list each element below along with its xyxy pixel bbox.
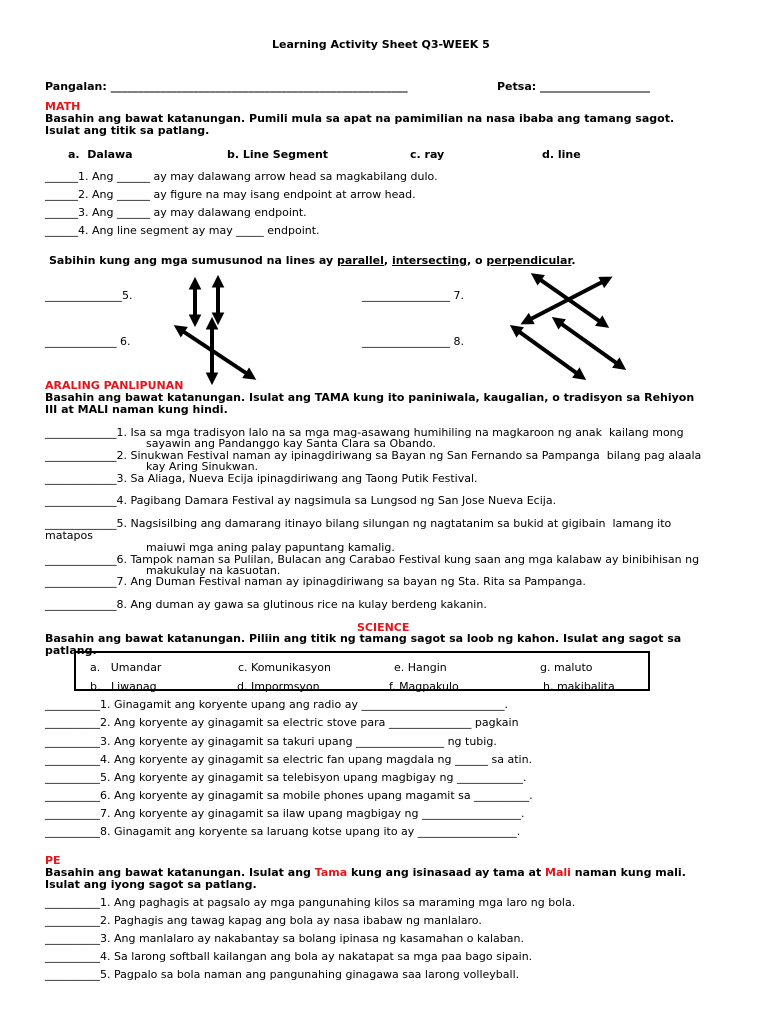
word-intersecting: intersecting: [391, 254, 467, 267]
lines-instruction-pre: Sabihin kung ang mga sumusunod na lines ay: [49, 254, 337, 267]
math-item-1: ______1. Ang ______ ay may dalawang arrow head sa magkabilang dulo.: [45, 170, 438, 183]
pe-instruction-2: Isulat ang iyong sagot sa patlang.: [45, 878, 257, 891]
science-item-8: __________8. Ginagamit ang koryente sa laruang kotse upang ito ay __________________.: [45, 825, 521, 838]
blank-8: ________________ 8.: [362, 335, 464, 348]
math-choice-d: d. line: [542, 148, 581, 161]
math-choice-c: c. ray: [410, 148, 445, 161]
diagonal-parallel-arrow-2: [556, 320, 622, 367]
pe-word-mali: Mali: [545, 866, 571, 879]
ap-item-2-cont: kay Aring Sinukwan.: [146, 460, 259, 473]
lines-instruction-post: .: [571, 254, 576, 267]
science-item-1: __________1. Ginagamit ang koryente upang ang radio ay __________________________.: [45, 698, 508, 711]
science-choice-c: c. Komunikasyon: [238, 661, 332, 674]
science-choice-d: d. Impormsyon: [237, 680, 320, 693]
ap-heading: ARALING PANLIPUNAN: [45, 379, 184, 392]
pe-item-1: __________1. Ang paghagis at pagsalo ay mga pangunahing kilos sa maraming mga laro ng bola.: [45, 896, 576, 909]
science-item-6: __________6. Ang koryente ay ginagamit sa mobile phones upang magamit sa __________.: [45, 789, 533, 802]
science-heading: SCIENCE: [357, 621, 410, 634]
pe-item-3: __________3. Ang manlalaro ay nakabantay sa bolang ipinasa ng kasamahan o kalaban.: [45, 932, 524, 945]
ap-instruction-1: Basahin ang bawat katanungan. Isulat ang TAMA kung ito paniniwala, kaugalian, o tradisyon sa Rehiyon: [45, 391, 695, 404]
word-perpendicular: perpendicular: [486, 254, 572, 267]
science-choice-b: b. Liwanag: [90, 680, 157, 693]
blank-6: _____________ 6.: [45, 335, 131, 348]
science-item-7: __________7. Ang koryente ay ginagamit sa ilaw upang magbigay ng __________________.: [45, 807, 525, 820]
ap-item-3: _____________3. Sa Aliaga, Nueva Ecija ipinagdiriwang ang Taong Putik Festival.: [45, 472, 478, 485]
pe-word-tama: Tama: [314, 866, 348, 879]
math-choice-b: b. Line Segment: [227, 148, 329, 161]
science-item-3: __________3. Ang koryente ay ginagamit sa takuri upang ________________ ng tubig.: [45, 735, 497, 748]
pe-item-4: __________4. Sa larong softball kailangan ang bola ay nakatapat sa mga paa bago sipain.: [45, 950, 533, 963]
lines-sep-1: ,: [383, 254, 392, 267]
science-choice-g: g. maluto: [540, 661, 593, 674]
pe-instruction-c: naman kung mali.: [570, 866, 686, 879]
ap-item-2: _____________2. Sinukwan Festival naman ay ipinagdiriwang sa Bayan ng San Fernando sa Pampanga bilang pag alaala: [45, 449, 702, 462]
pe-item-5: __________5. Pagpalo sa bola naman ang pangunahing ginagawa saa larong volleyball.: [45, 968, 520, 981]
ap-item-5-cont-a: matapos: [45, 529, 93, 542]
science-instruction-1: Basahin ang bawat katanungan. Piliin ang titik ng tamang sagot sa loob ng kahon. Isulat ang sagot sa: [45, 632, 682, 645]
date-field-line: Petsa: ____________________: [497, 80, 650, 93]
science-item-2: __________2. Ang koryente ay ginagamit sa electric stove para _______________ pagkain: [45, 716, 519, 729]
ap-item-8: _____________8. Ang duman ay gawa sa glutinous rice na kulay berdeng kakanin.: [45, 598, 487, 611]
perpendicular-arrow-2: [525, 279, 608, 322]
math-instruction-1: Basahin ang bawat katanungan. Pumili mula sa apat na pamimilian na nasa ibaba ang tamang sagot.: [45, 112, 675, 125]
math-item-2: ______2. Ang ______ ay figure na may isang endpoint at arrow head.: [45, 188, 416, 201]
math-heading: MATH: [45, 100, 81, 113]
science-instruction-2: patlang.: [45, 644, 97, 657]
blank-5: ______________5.: [45, 289, 133, 302]
math-item-3: ______3. Ang ______ ay may dalawang endpoint.: [45, 206, 307, 219]
ap-item-6: _____________6. Tampok naman sa Pulilan, Bulacan ang Carabao Festival kung saan ang mga kalabaw ay binibihisan ng: [45, 553, 700, 566]
ap-item-6-cont: makukulay na kasuotan.: [146, 564, 281, 577]
lines-sep-2: , o: [466, 254, 487, 267]
science-choice-h: h. makibalita: [543, 680, 615, 693]
science-item-4: __________4. Ang koryente ay ginagamit sa electric fan upang magdala ng ______ sa atin.: [45, 753, 533, 766]
pe-item-2: __________2. Paghagis ang tawag kapag ang bola ay nasa ibabaw ng manlalaro.: [45, 914, 482, 927]
ap-item-5: _____________5. Nagsisilbing ang damarang itinayo bilang silungan ng nagtatanim sa bukid at gigibain lamang ito: [45, 517, 672, 530]
science-choice-e: e. Hangin: [394, 661, 447, 674]
ap-item-1: _____________1. Isa sa mga tradisyon lalo na sa mga mag-asawang humihiling na magkaroon ng anak kailang mong: [45, 426, 684, 439]
science-choice-a: a. Umandar: [90, 661, 162, 674]
pe-instruction-a: Basahin ang bawat katanungan. Isulat ang: [45, 866, 315, 879]
diagonal-parallel-arrow-1: [514, 328, 582, 377]
pe-instruction-b: kung ang isinasaad ay tama at: [347, 866, 546, 879]
pe-heading: PE: [45, 854, 61, 867]
ap-item-5-cont-b: maiuwi mga aning palay papuntang kamalig.: [146, 541, 395, 554]
math-instruction-2: Isulat ang titik sa patlang.: [45, 124, 210, 137]
science-choice-f: f. Magpakulo: [389, 680, 459, 693]
ap-item-4: _____________4. Pagibang Damara Festival ay nagsimula sa Lungsod ng San Jose Nueva Ecija.: [45, 494, 557, 507]
ap-item-1-cont: sayawin ang Pandanggo kay Santa Clara sa Obando.: [146, 437, 436, 450]
name-field-line: Pangalan: ______________________________________________________: [45, 80, 408, 93]
ap-instruction-2: III at MALI naman kung hindi.: [45, 403, 228, 416]
page-title: Learning Activity Sheet Q3-WEEK 5: [272, 38, 490, 51]
math-choice-a: a. Dalawa: [68, 148, 133, 161]
blank-7: ________________ 7.: [362, 289, 464, 302]
intersecting-arrow-diagonal: [178, 328, 252, 377]
word-parallel: parallel: [337, 254, 384, 267]
ap-item-7: _____________7. Ang Duman Festival naman ay ipinagdiriwang sa bayan ng Sta. Rita sa Pampanga.: [45, 575, 586, 588]
science-item-5: __________5. Ang koryente ay ginagamit sa telebisyon upang magbigay ng ____________.: [45, 771, 527, 784]
math-item-4: ______4. Ang line segment ay may _____ endpoint.: [45, 224, 320, 237]
